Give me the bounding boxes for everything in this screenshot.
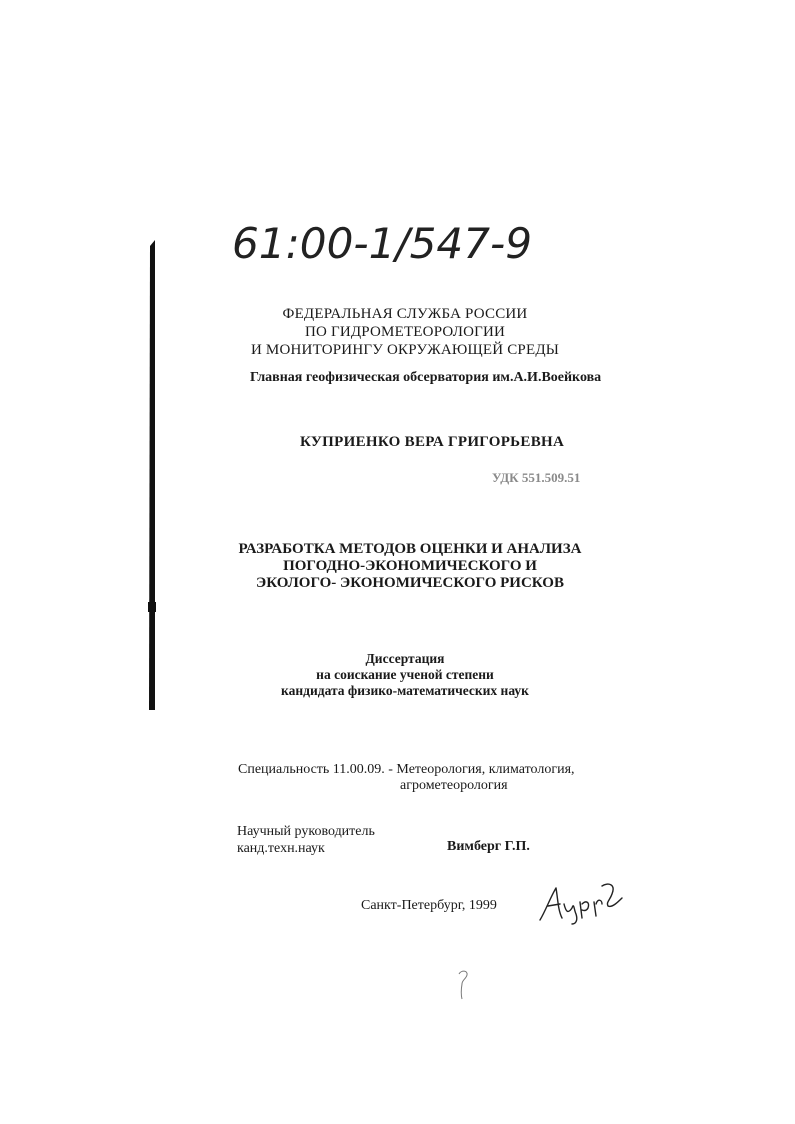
city-year: Санкт-Петербург, 1999	[361, 898, 497, 913]
handwritten-archive-number	[228, 216, 538, 274]
archive-number-text: 61:00-1/547-9	[232, 219, 532, 268]
dissertation-title	[230, 541, 590, 592]
agency-line-1: ФЕДЕРАЛЬНАЯ СЛУЖБА РОССИИ	[282, 306, 528, 322]
udk-code: УДК 551.509.51	[492, 470, 581, 485]
advisor-name: Вимберг Г.П.	[447, 839, 530, 854]
degree-block	[250, 651, 560, 699]
agency-block	[240, 305, 570, 359]
title-line-3: ЭКОЛОГО- ЭКОНОМИЧЕСКОГО РИСКОВ	[256, 575, 564, 591]
degree-line-1: Диссертация	[365, 651, 445, 666]
degree-line-3: кандидата физико-математических наук	[281, 683, 529, 698]
title-line-2: ПОГОДНО-ЭКОНОМИЧЕСКОГО И	[283, 558, 537, 574]
degree-line-2: на соискание ученой степени	[316, 667, 494, 682]
advisor-degree: канд.техн.наук	[237, 841, 325, 856]
title-line-1: РАЗРАБОТКА МЕТОДОВ ОЦЕНКИ И АНАЛИЗА	[238, 541, 582, 557]
agency-line-2: ПО ГИДРОМЕТЕОРОЛОГИИ	[304, 324, 506, 340]
agency-line-3: И МОНИТОРИНГУ ОКРУЖАЮЩЕЙ СРЕДЫ	[250, 342, 560, 358]
observatory-name: Главная геофизическая обсерватория им.А.И.Воейкова	[250, 370, 602, 385]
scan-margin-bar	[148, 240, 156, 710]
advisor-block	[237, 823, 375, 857]
author-name: КУПРИЕНКО ВЕРА ГРИГОРЬЕВНА	[300, 434, 565, 450]
specialty-block	[238, 762, 575, 794]
specialty-line-2: агрометеорология	[400, 778, 508, 793]
advisor-label: Научный руководитель	[237, 824, 375, 839]
specialty-line-1: Специальность 11.00.09. - Метеорология, климатология,	[238, 762, 575, 777]
handwritten-signature	[536, 880, 626, 925]
pencil-mark	[456, 968, 470, 1000]
